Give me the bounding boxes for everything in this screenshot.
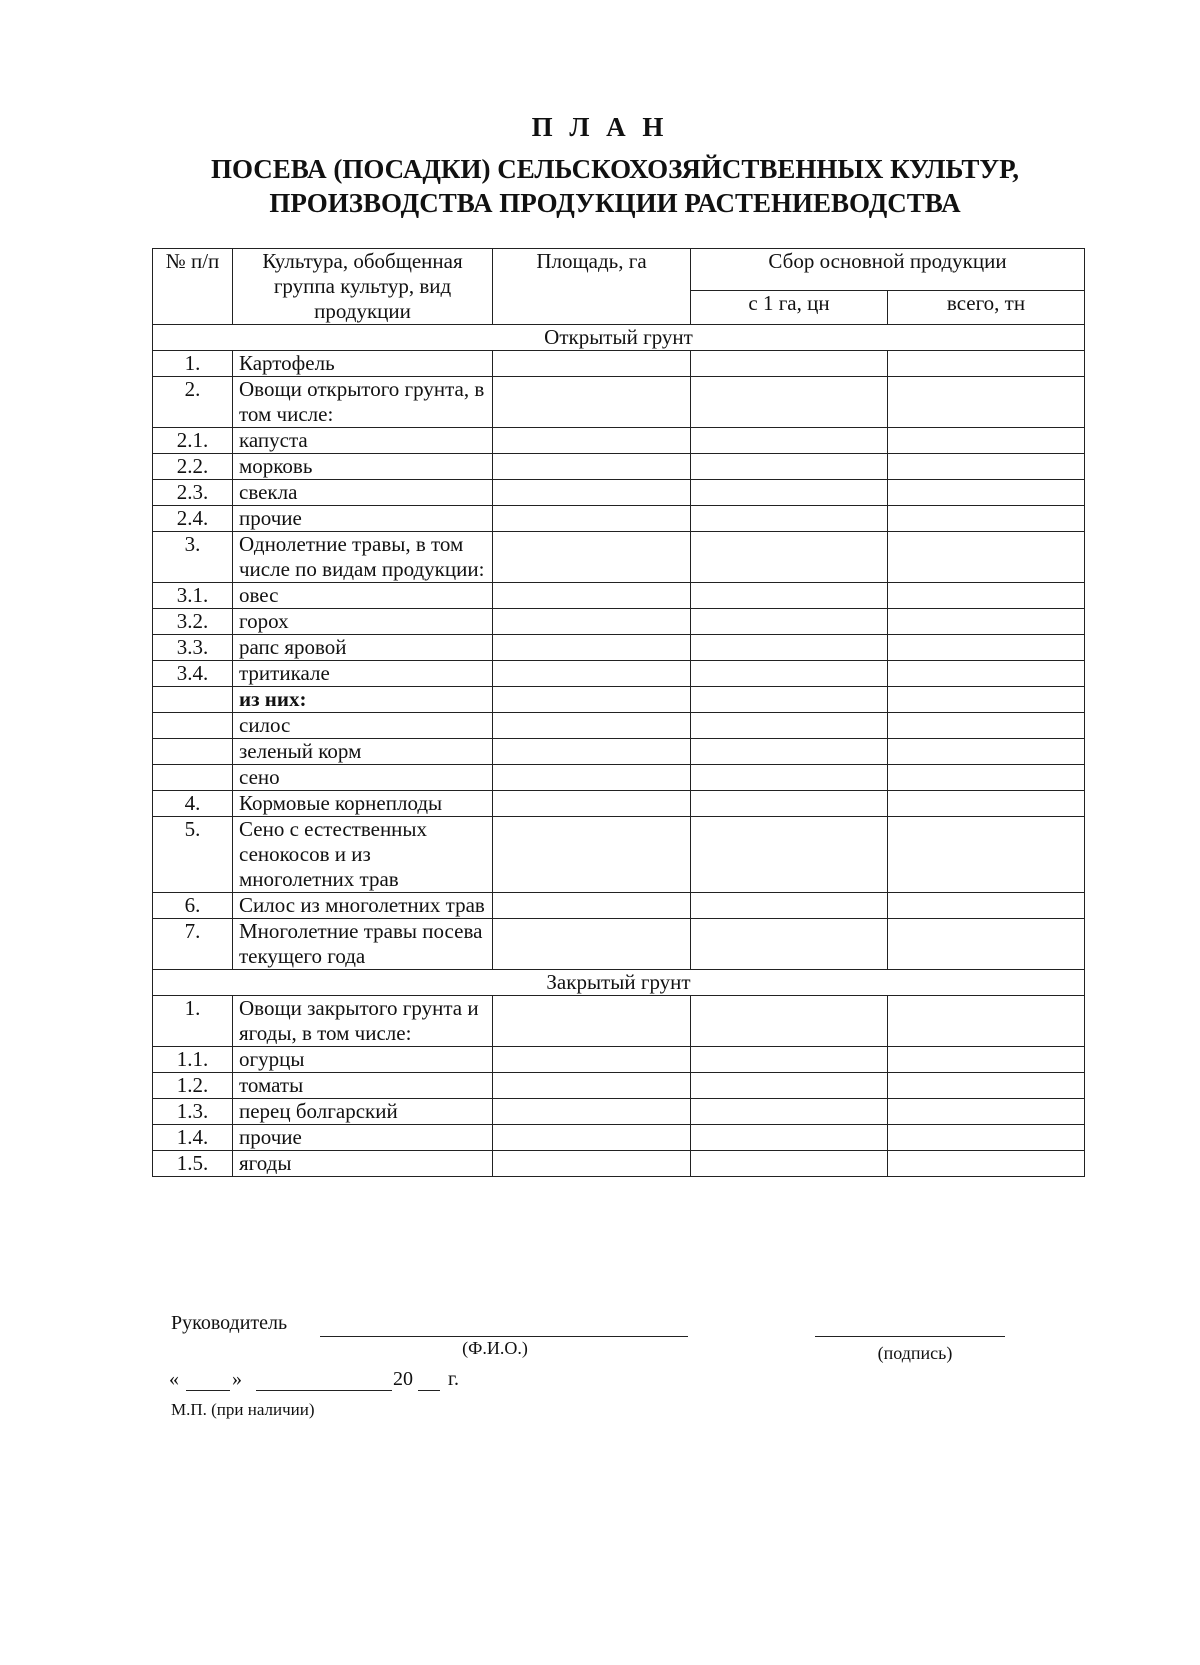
- date-year-line[interactable]: [418, 1370, 440, 1391]
- area-cell[interactable]: [493, 687, 691, 713]
- total-cell[interactable]: [888, 893, 1085, 919]
- row-culture-name: Овощи закрытого грунта и ягоды, в том числе:: [233, 996, 493, 1047]
- row-culture-name: Кормовые корнеплоды: [233, 791, 493, 817]
- plan-table: [152, 248, 1085, 1177]
- table-row: [153, 739, 1085, 765]
- area-cell[interactable]: [493, 791, 691, 817]
- row-number: 2.3.: [153, 480, 233, 506]
- per-ha-cell[interactable]: [691, 454, 888, 480]
- row-number: 2.1.: [153, 428, 233, 454]
- area-cell[interactable]: [493, 893, 691, 919]
- row-culture-name: тритикале: [233, 661, 493, 687]
- per-ha-cell[interactable]: [691, 635, 888, 661]
- row-culture-name: перец болгарский: [233, 1099, 493, 1125]
- section-row: [153, 325, 1085, 351]
- row-culture-name: прочие: [233, 1125, 493, 1151]
- row-number: 7.: [153, 919, 233, 970]
- row-number: [153, 765, 233, 791]
- per-ha-cell[interactable]: [691, 480, 888, 506]
- per-ha-cell[interactable]: [691, 1125, 888, 1151]
- table-row: [153, 609, 1085, 635]
- table-row: [153, 661, 1085, 687]
- per-ha-cell[interactable]: [691, 996, 888, 1047]
- row-number: 3.2.: [153, 609, 233, 635]
- per-ha-cell[interactable]: [691, 1047, 888, 1073]
- row-number: 3.: [153, 532, 233, 583]
- table-row: [153, 377, 1085, 428]
- total-cell[interactable]: [888, 583, 1085, 609]
- total-cell[interactable]: [888, 713, 1085, 739]
- per-ha-cell[interactable]: [691, 765, 888, 791]
- per-ha-cell[interactable]: [691, 791, 888, 817]
- table-row: [153, 713, 1085, 739]
- date-close-quote: »: [232, 1368, 242, 1390]
- table-row: [153, 428, 1085, 454]
- per-ha-cell[interactable]: [691, 713, 888, 739]
- row-culture-name: из них:: [233, 687, 493, 713]
- total-cell[interactable]: [888, 996, 1085, 1047]
- area-cell[interactable]: [493, 996, 691, 1047]
- date-month-line[interactable]: [256, 1370, 392, 1391]
- row-culture-name: зеленый корм: [233, 739, 493, 765]
- row-culture-name: Сено с естественных сенокосов и из многолетних трав: [233, 817, 493, 893]
- row-number: 5.: [153, 817, 233, 893]
- total-cell[interactable]: [888, 480, 1085, 506]
- total-cell[interactable]: [888, 661, 1085, 687]
- row-number: 1.2.: [153, 1073, 233, 1099]
- section-row: [153, 970, 1085, 996]
- area-cell[interactable]: [493, 583, 691, 609]
- total-cell[interactable]: [888, 817, 1085, 893]
- row-culture-name: свекла: [233, 480, 493, 506]
- per-ha-cell[interactable]: [691, 428, 888, 454]
- per-ha-cell[interactable]: [691, 1151, 888, 1177]
- plan-table-body: [153, 325, 1085, 1177]
- row-number: 2.4.: [153, 506, 233, 532]
- per-ha-cell[interactable]: [691, 351, 888, 377]
- date-year-suffix: г.: [448, 1368, 459, 1390]
- total-cell[interactable]: [888, 1125, 1085, 1151]
- per-ha-cell[interactable]: [691, 687, 888, 713]
- total-cell[interactable]: [888, 1099, 1085, 1125]
- row-number: [153, 687, 233, 713]
- table-row: [153, 996, 1085, 1047]
- total-cell[interactable]: [888, 635, 1085, 661]
- per-ha-cell[interactable]: [691, 1073, 888, 1099]
- table-row: [153, 1125, 1085, 1151]
- per-ha-cell[interactable]: [691, 1099, 888, 1125]
- area-cell[interactable]: [493, 1151, 691, 1177]
- row-number: 3.1.: [153, 583, 233, 609]
- header-total: всего, тн: [888, 291, 1085, 325]
- signature-label: (подпись): [877, 1343, 953, 1363]
- header-harvest: Сбор основной продукции: [691, 249, 1085, 291]
- document-subtitle: ПОСЕВА (ПОСАДКИ) СЕЛЬСКОХОЗЯЙСТВЕННЫХ КУЛЬТУР, ПРОИЗВОДСТВА ПРОДУКЦИИ РАСТЕНИЕВОДСТВА: [210, 154, 1020, 218]
- per-ha-cell[interactable]: [691, 817, 888, 893]
- per-ha-cell[interactable]: [691, 532, 888, 583]
- area-cell[interactable]: [493, 609, 691, 635]
- area-cell[interactable]: [493, 454, 691, 480]
- row-culture-name: морковь: [233, 454, 493, 480]
- row-culture-name: Силос из многолетних трав: [233, 893, 493, 919]
- total-cell[interactable]: [888, 791, 1085, 817]
- total-cell[interactable]: [888, 687, 1085, 713]
- section-title: Закрытый грунт: [153, 970, 1085, 996]
- row-number: 1.5.: [153, 1151, 233, 1177]
- row-culture-name: рапс яровой: [233, 635, 493, 661]
- table-row: [153, 506, 1085, 532]
- total-cell[interactable]: [888, 377, 1085, 428]
- area-cell[interactable]: [493, 635, 691, 661]
- table-row: [153, 1151, 1085, 1177]
- total-cell[interactable]: [888, 765, 1085, 791]
- row-culture-name: Картофель: [233, 351, 493, 377]
- table-row: [153, 583, 1085, 609]
- area-cell[interactable]: [493, 919, 691, 970]
- row-number: 6.: [153, 893, 233, 919]
- table-row: [153, 351, 1085, 377]
- area-cell[interactable]: [493, 532, 691, 583]
- total-cell[interactable]: [888, 351, 1085, 377]
- fio-label: (Ф.И.О.): [462, 1338, 528, 1358]
- area-cell[interactable]: [493, 765, 691, 791]
- row-culture-name: прочие: [233, 506, 493, 532]
- area-cell[interactable]: [493, 351, 691, 377]
- document-title: П Л А Н: [531, 112, 669, 142]
- table-row: [153, 1047, 1085, 1073]
- area-cell[interactable]: [493, 506, 691, 532]
- table-row: [153, 454, 1085, 480]
- header-culture: Культура, обобщенная группа культур, вид продукции: [233, 249, 493, 325]
- manager-label: Руководитель: [171, 1312, 288, 1334]
- row-culture-name: ягоды: [233, 1151, 493, 1177]
- area-cell[interactable]: [493, 1099, 691, 1125]
- total-cell[interactable]: [888, 506, 1085, 532]
- area-cell[interactable]: [493, 817, 691, 893]
- row-number: 1.4.: [153, 1125, 233, 1151]
- row-number: 2.: [153, 377, 233, 428]
- total-cell[interactable]: [888, 454, 1085, 480]
- area-cell[interactable]: [493, 1047, 691, 1073]
- row-number: 2.2.: [153, 454, 233, 480]
- section-title: Открытый грунт: [153, 325, 1085, 351]
- row-culture-name: силос: [233, 713, 493, 739]
- row-culture-name: Многолетние травы посева текущего года: [233, 919, 493, 970]
- area-cell[interactable]: [493, 480, 691, 506]
- table-row: [153, 1099, 1085, 1125]
- per-ha-cell[interactable]: [691, 661, 888, 687]
- row-culture-name: Овощи открытого грунта, в том числе:: [233, 377, 493, 428]
- date-open-quote: «: [169, 1368, 179, 1390]
- row-culture-name: томаты: [233, 1073, 493, 1099]
- row-number: 1.: [153, 996, 233, 1047]
- total-cell[interactable]: [888, 532, 1085, 583]
- header-num: № п/п: [153, 249, 233, 325]
- area-cell[interactable]: [493, 713, 691, 739]
- per-ha-cell[interactable]: [691, 377, 888, 428]
- row-culture-name: огурцы: [233, 1047, 493, 1073]
- area-cell[interactable]: [493, 1073, 691, 1099]
- total-cell[interactable]: [888, 919, 1085, 970]
- area-cell[interactable]: [493, 1125, 691, 1151]
- date-year-prefix: 20: [393, 1368, 413, 1390]
- row-culture-name: горох: [233, 609, 493, 635]
- row-number: 3.3.: [153, 635, 233, 661]
- table-row: [153, 765, 1085, 791]
- table-row: [153, 480, 1085, 506]
- row-number: 1.3.: [153, 1099, 233, 1125]
- per-ha-cell[interactable]: [691, 739, 888, 765]
- row-number: [153, 739, 233, 765]
- total-cell[interactable]: [888, 1047, 1085, 1073]
- per-ha-cell[interactable]: [691, 583, 888, 609]
- row-culture-name: капуста: [233, 428, 493, 454]
- row-culture-name: овес: [233, 583, 493, 609]
- table-row: [153, 919, 1085, 970]
- row-culture-name: Однолетние травы, в том числе по видам продукции:: [233, 532, 493, 583]
- row-number: 1.1.: [153, 1047, 233, 1073]
- table-row: [153, 532, 1085, 583]
- total-cell[interactable]: [888, 428, 1085, 454]
- per-ha-cell[interactable]: [691, 893, 888, 919]
- area-cell[interactable]: [493, 377, 691, 428]
- row-culture-name: сено: [233, 765, 493, 791]
- header-area: Площадь, га: [493, 249, 691, 325]
- table-row: [153, 1073, 1085, 1099]
- signature-line[interactable]: [815, 1318, 1005, 1337]
- row-number: 4.: [153, 791, 233, 817]
- per-ha-cell[interactable]: [691, 506, 888, 532]
- total-cell[interactable]: [888, 609, 1085, 635]
- area-cell[interactable]: [493, 428, 691, 454]
- per-ha-cell[interactable]: [691, 919, 888, 970]
- table-row: [153, 817, 1085, 893]
- row-number: 3.4.: [153, 661, 233, 687]
- table-row: [153, 893, 1085, 919]
- per-ha-cell[interactable]: [691, 609, 888, 635]
- table-row: [153, 791, 1085, 817]
- header-per-ha: с 1 га, цн: [691, 291, 888, 325]
- manager-name-line[interactable]: [320, 1318, 688, 1337]
- area-cell[interactable]: [493, 661, 691, 687]
- total-cell[interactable]: [888, 1073, 1085, 1099]
- table-row: [153, 687, 1085, 713]
- date-day-line[interactable]: [186, 1370, 230, 1391]
- total-cell[interactable]: [888, 1151, 1085, 1177]
- total-cell[interactable]: [888, 739, 1085, 765]
- row-number: [153, 713, 233, 739]
- area-cell[interactable]: [493, 739, 691, 765]
- row-number: 1.: [153, 351, 233, 377]
- stamp-label: М.П. (при наличии): [171, 1400, 315, 1419]
- table-row: [153, 635, 1085, 661]
